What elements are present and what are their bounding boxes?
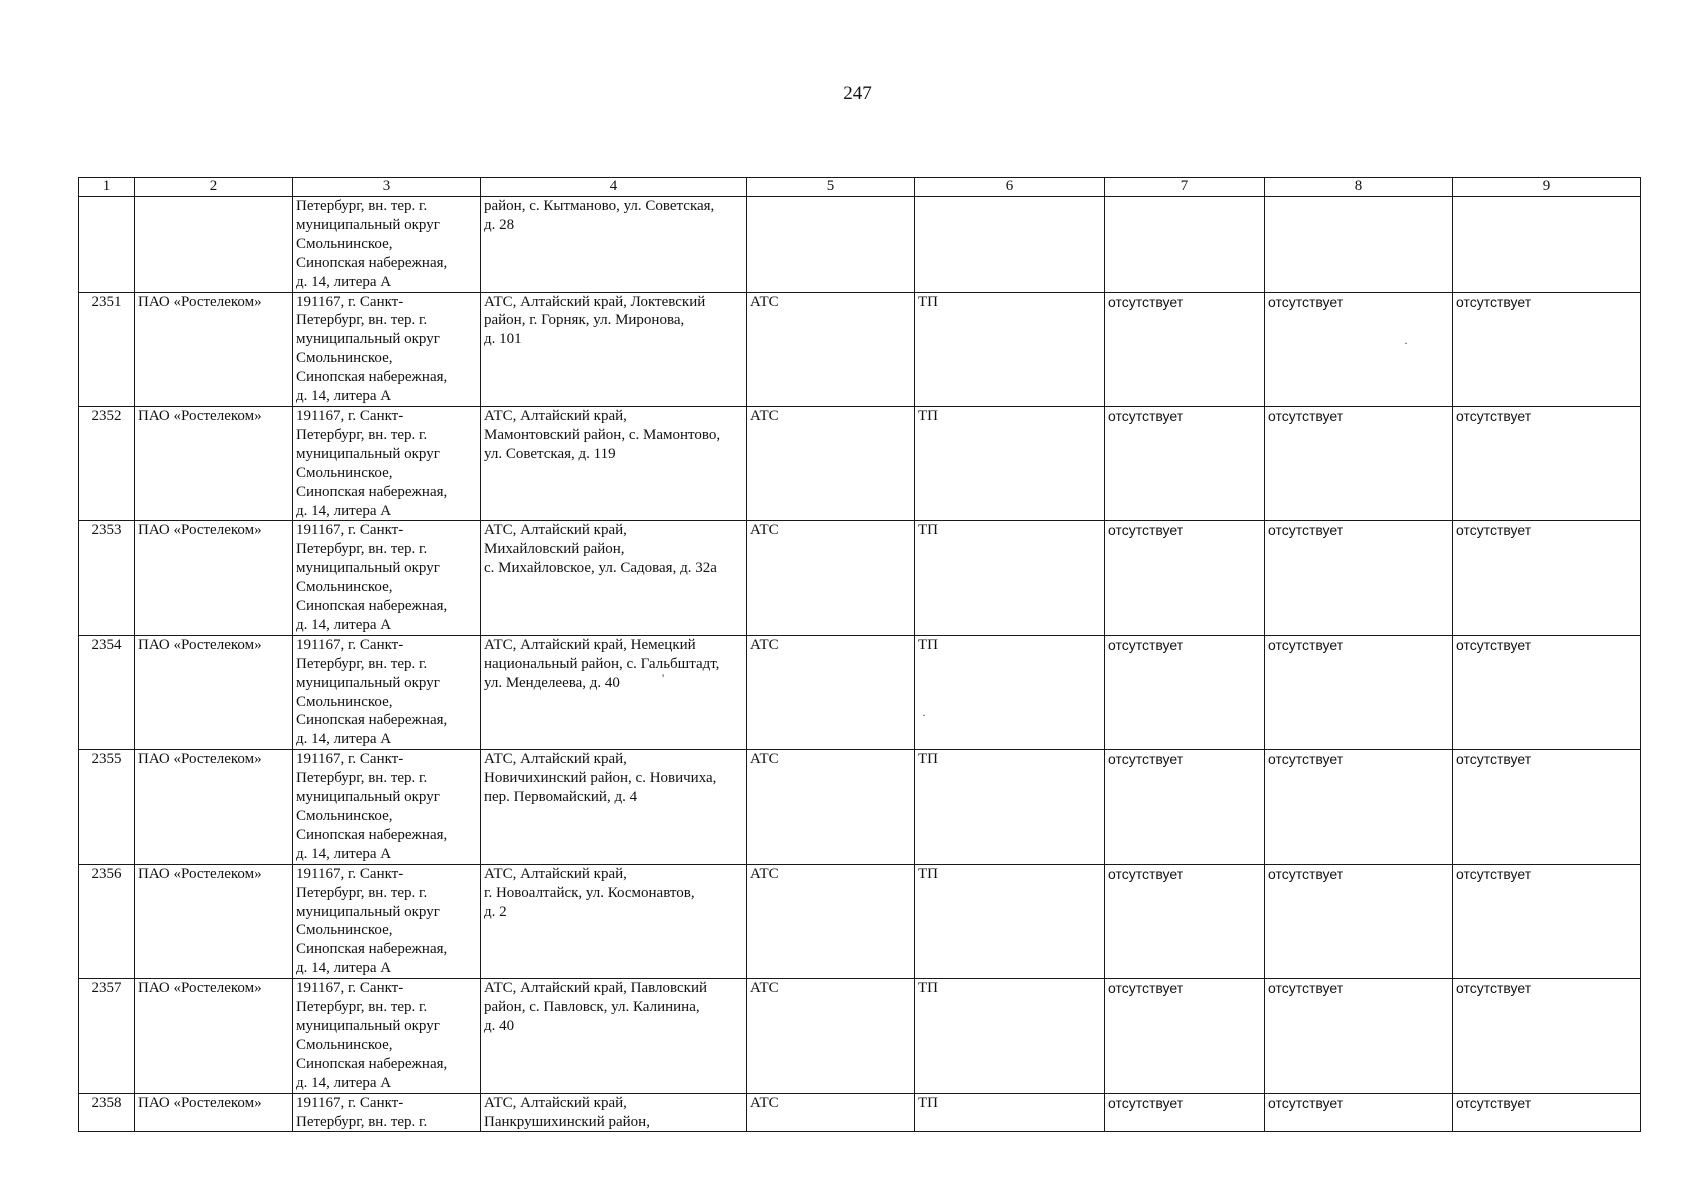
header-col-1: 1 — [79, 178, 135, 197]
address-line: д. 14, литера А — [296, 273, 392, 290]
row-number: 2352 — [79, 406, 135, 520]
header-col-3: 3 — [293, 178, 481, 197]
address-line: муниципальный округ — [296, 1017, 440, 1034]
header-col-9: 9 — [1453, 178, 1641, 197]
address-line: д. 14, литера А — [296, 1074, 392, 1091]
address-line: д. 14, литера А — [296, 388, 392, 405]
row-number: 2351 — [79, 292, 135, 406]
scan-speck: · — [922, 708, 926, 722]
address-line: муниципальный округ — [296, 789, 440, 806]
location-line: ул. Советская, д. 119 — [484, 445, 616, 462]
col9-cell: отсутствует — [1453, 406, 1641, 520]
location-line: пер. Первомайский, д. 4 — [484, 789, 638, 806]
col8-cell: отсутствует — [1265, 750, 1453, 864]
registry-table — [78, 177, 1641, 1132]
address-line: Смольнинское, — [296, 693, 393, 710]
address-line: 191167, г. Санкт- — [296, 751, 404, 768]
header-col-2: 2 — [135, 178, 293, 197]
organization-cell: ПАО «Ростелеком» — [135, 406, 293, 520]
organization-cell: ПАО «Ростелеком» — [135, 864, 293, 978]
organization-cell: ПАО «Ростелеком» — [135, 1093, 293, 1132]
location-line: Михайловский район, — [484, 541, 625, 558]
col7-cell: отсутствует — [1105, 406, 1265, 520]
address-line: Синопская набережная, — [296, 598, 448, 615]
location-cell — [481, 1093, 747, 1132]
address-cell — [293, 521, 481, 635]
col6-cell: ТП — [915, 1093, 1105, 1132]
organization-cell: ПАО «Ростелеком» — [135, 521, 293, 635]
row-number — [79, 197, 135, 293]
location-line: район, с. Кытманово, ул. Советская, — [484, 198, 715, 214]
location-line: Мамонтовский район, с. Мамонтово, — [484, 426, 721, 443]
address-cell — [293, 197, 481, 293]
location-line: Новичихинский район, с. Новичиха, — [484, 770, 717, 787]
location-line: Панкрушихинский район, — [484, 1113, 650, 1130]
address-line: д. 14, литера А — [296, 845, 392, 862]
address-cell — [293, 635, 481, 749]
address-line: Синопская набережная, — [296, 369, 448, 386]
location-cell — [481, 292, 747, 406]
table-row — [79, 979, 1641, 1093]
organization-cell: ПАО «Ростелеком» — [135, 292, 293, 406]
address-cell — [293, 406, 481, 520]
organization-cell — [135, 197, 293, 293]
address-line: д. 14, литера А — [296, 731, 392, 748]
address-line: муниципальный округ — [296, 216, 440, 233]
address-cell — [293, 1093, 481, 1132]
location-cell — [481, 864, 747, 978]
col8-cell: отсутствует — [1265, 292, 1453, 406]
col7-cell: отсутствует — [1105, 979, 1265, 1093]
row-number: 2356 — [79, 864, 135, 978]
address-cell — [293, 864, 481, 978]
page-number: 247 — [843, 83, 872, 104]
type-cell: АТС — [747, 979, 915, 1093]
type-cell — [747, 197, 915, 293]
address-line: Петербург, вн. тер. г. — [296, 312, 428, 329]
address-line: 191167, г. Санкт- — [296, 636, 404, 653]
address-line: 191167, г. Санкт- — [296, 980, 404, 997]
col9-cell: отсутствует — [1453, 979, 1641, 1093]
scan-speck: ' — [662, 671, 665, 685]
address-line: Петербург, вн. тер. г. — [296, 884, 428, 901]
table-row — [79, 1093, 1641, 1132]
address-line: муниципальный округ — [296, 903, 440, 920]
organization-cell: ПАО «Ростелеком» — [135, 750, 293, 864]
col9-cell: отсутствует — [1453, 521, 1641, 635]
table-row-continued — [79, 197, 1641, 293]
col6-cell: ТП — [915, 635, 1105, 749]
col8-cell: отсутствует — [1265, 979, 1453, 1093]
col8-cell: отсутствует — [1265, 635, 1453, 749]
table-row — [79, 750, 1641, 864]
table-row — [79, 521, 1641, 635]
location-line: АТС, Алтайский край, Павловский — [484, 980, 708, 997]
col7-cell: отсутствует — [1105, 521, 1265, 635]
address-line: Синопская набережная, — [296, 941, 448, 958]
address-line: муниципальный округ — [296, 331, 440, 348]
location-line: д. 28 — [484, 216, 515, 233]
col9-cell: отсутствует — [1453, 292, 1641, 406]
location-line: АТС, Алтайский край, Локтевский — [484, 293, 706, 310]
type-cell: АТС — [747, 521, 915, 635]
address-line: Петербург, вн. тер. г. — [296, 655, 428, 672]
location-line: г. Новоалтайск, ул. Космонавтов, — [484, 884, 695, 901]
row-number: 2353 — [79, 521, 135, 635]
col7-cell: отсутствует — [1105, 1093, 1265, 1132]
address-line: Петербург, вн. тер. г. — [296, 198, 428, 214]
address-line: Смольнинское, — [296, 922, 393, 939]
row-number: 2357 — [79, 979, 135, 1093]
location-line: АТС, Алтайский край, — [484, 865, 627, 882]
col6-cell: ТП — [915, 292, 1105, 406]
col9-cell: отсутствует — [1453, 635, 1641, 749]
row-number: 2355 — [79, 750, 135, 864]
address-line: муниципальный округ — [296, 560, 440, 577]
address-line: Смольнинское, — [296, 579, 393, 596]
location-line: АТС, Алтайский край, — [484, 751, 627, 768]
address-line: Синопская набережная, — [296, 254, 448, 271]
col6-cell: ТП — [915, 750, 1105, 864]
col9-cell: отсутствует — [1453, 864, 1641, 978]
address-line: 191167, г. Санкт- — [296, 865, 404, 882]
col6-cell: ТП — [915, 406, 1105, 520]
location-cell — [481, 197, 747, 293]
address-line: Смольнинское, — [296, 808, 393, 824]
address-line: 191167, г. Санкт- — [296, 1094, 404, 1111]
location-line: д. 101 — [484, 331, 522, 348]
address-line: Петербург, вн. тер. г. — [296, 999, 428, 1016]
table-row — [79, 406, 1641, 520]
location-line: АТС, Алтайский край, — [484, 522, 627, 539]
location-line: национальный район, с. Гальбштадт, — [484, 655, 720, 672]
header-col-6: 6 — [915, 178, 1105, 197]
address-line: д. 14, литера А — [296, 502, 392, 519]
organization-cell: ПАО «Ростелеком» — [135, 635, 293, 749]
col9-cell: отсутствует — [1453, 750, 1641, 864]
location-line: д. 2 — [484, 903, 507, 920]
col6-cell: ТП — [915, 979, 1105, 1093]
col6-cell — [915, 197, 1105, 293]
address-line: Синопская набережная, — [296, 483, 448, 500]
address-line: Смольнинское, — [296, 464, 393, 481]
location-line: АТС, Алтайский край, Немецкий — [484, 636, 696, 653]
col9-cell: отсутствует — [1453, 1093, 1641, 1132]
location-cell — [481, 406, 747, 520]
address-cell — [293, 750, 481, 864]
header-col-7: 7 — [1105, 178, 1265, 197]
col7-cell: отсутствует — [1105, 292, 1265, 406]
col7-cell — [1105, 197, 1265, 293]
organization-cell: ПАО «Ростелеком» — [135, 979, 293, 1093]
location-line: район, г. Горняк, ул. Миронова, — [484, 312, 685, 329]
col7-cell: отсутствует — [1105, 864, 1265, 978]
address-cell — [293, 292, 481, 406]
address-line: д. 14, литера А — [296, 960, 392, 977]
address-line: Петербург, вн. тер. г. — [296, 426, 428, 443]
header-row — [79, 178, 1641, 197]
location-line: ул. Менделеева, д. 40 — [484, 674, 620, 691]
scan-speck: · — [1404, 336, 1408, 350]
address-line: 191167, г. Санкт- — [296, 522, 404, 539]
address-line: Синопская набережная, — [296, 712, 448, 729]
address-line: муниципальный округ — [296, 445, 440, 462]
type-cell: АТС — [747, 750, 915, 864]
location-cell — [481, 750, 747, 864]
col8-cell: отсутствует — [1265, 1093, 1453, 1132]
col8-cell: отсутствует — [1265, 864, 1453, 978]
address-line: 191167, г. Санкт- — [296, 407, 404, 424]
header-col-4: 4 — [481, 178, 747, 197]
row-number: 2358 — [79, 1093, 135, 1132]
address-line: д. 14, литера А — [296, 616, 392, 633]
address-line: Смольнинское, — [296, 350, 393, 367]
address-line: Синопская набережная, — [296, 1055, 448, 1072]
type-cell: АТС — [747, 864, 915, 978]
col6-cell: ТП — [915, 864, 1105, 978]
col7-cell: отсутствует — [1105, 635, 1265, 749]
address-line: 191167, г. Санкт- — [296, 293, 404, 310]
location-line: АТС, Алтайский край, — [484, 1094, 627, 1111]
type-cell: АТС — [747, 406, 915, 520]
location-line: д. 40 — [484, 1017, 515, 1034]
address-line: Петербург, вн. тер. г. — [296, 770, 428, 787]
col7-cell: отсутствует — [1105, 750, 1265, 864]
type-cell: АТС — [747, 292, 915, 406]
col6-cell: ТП — [915, 521, 1105, 635]
header-col-8: 8 — [1265, 178, 1453, 197]
address-line: Смольнинское, — [296, 235, 393, 252]
table-row — [79, 864, 1641, 978]
address-cell — [293, 979, 481, 1093]
row-number: 2354 — [79, 635, 135, 749]
header-col-5: 5 — [747, 178, 915, 197]
type-cell: АТС — [747, 635, 915, 749]
address-line: Синопская набережная, — [296, 826, 448, 843]
col8-cell — [1265, 197, 1453, 293]
table-row — [79, 635, 1641, 749]
address-line: Смольнинское, — [296, 1036, 393, 1053]
location-line: с. Михайловское, ул. Садовая, д. 32а — [484, 560, 717, 577]
col8-cell: отсутствует — [1265, 521, 1453, 635]
address-line: Петербург, вн. тер. г. — [296, 541, 428, 558]
location-line: район, с. Павловск, ул. Калинина, — [484, 999, 700, 1016]
address-line: Петербург, вн. тер. г. — [296, 1113, 428, 1130]
location-cell — [481, 979, 747, 1093]
address-line: муниципальный округ — [296, 674, 440, 691]
col9-cell — [1453, 197, 1641, 293]
location-cell — [481, 521, 747, 635]
location-cell — [481, 635, 747, 749]
col8-cell: отсутствует — [1265, 406, 1453, 520]
type-cell: АТС — [747, 1093, 915, 1132]
location-line: АТС, Алтайский край, — [484, 407, 627, 424]
